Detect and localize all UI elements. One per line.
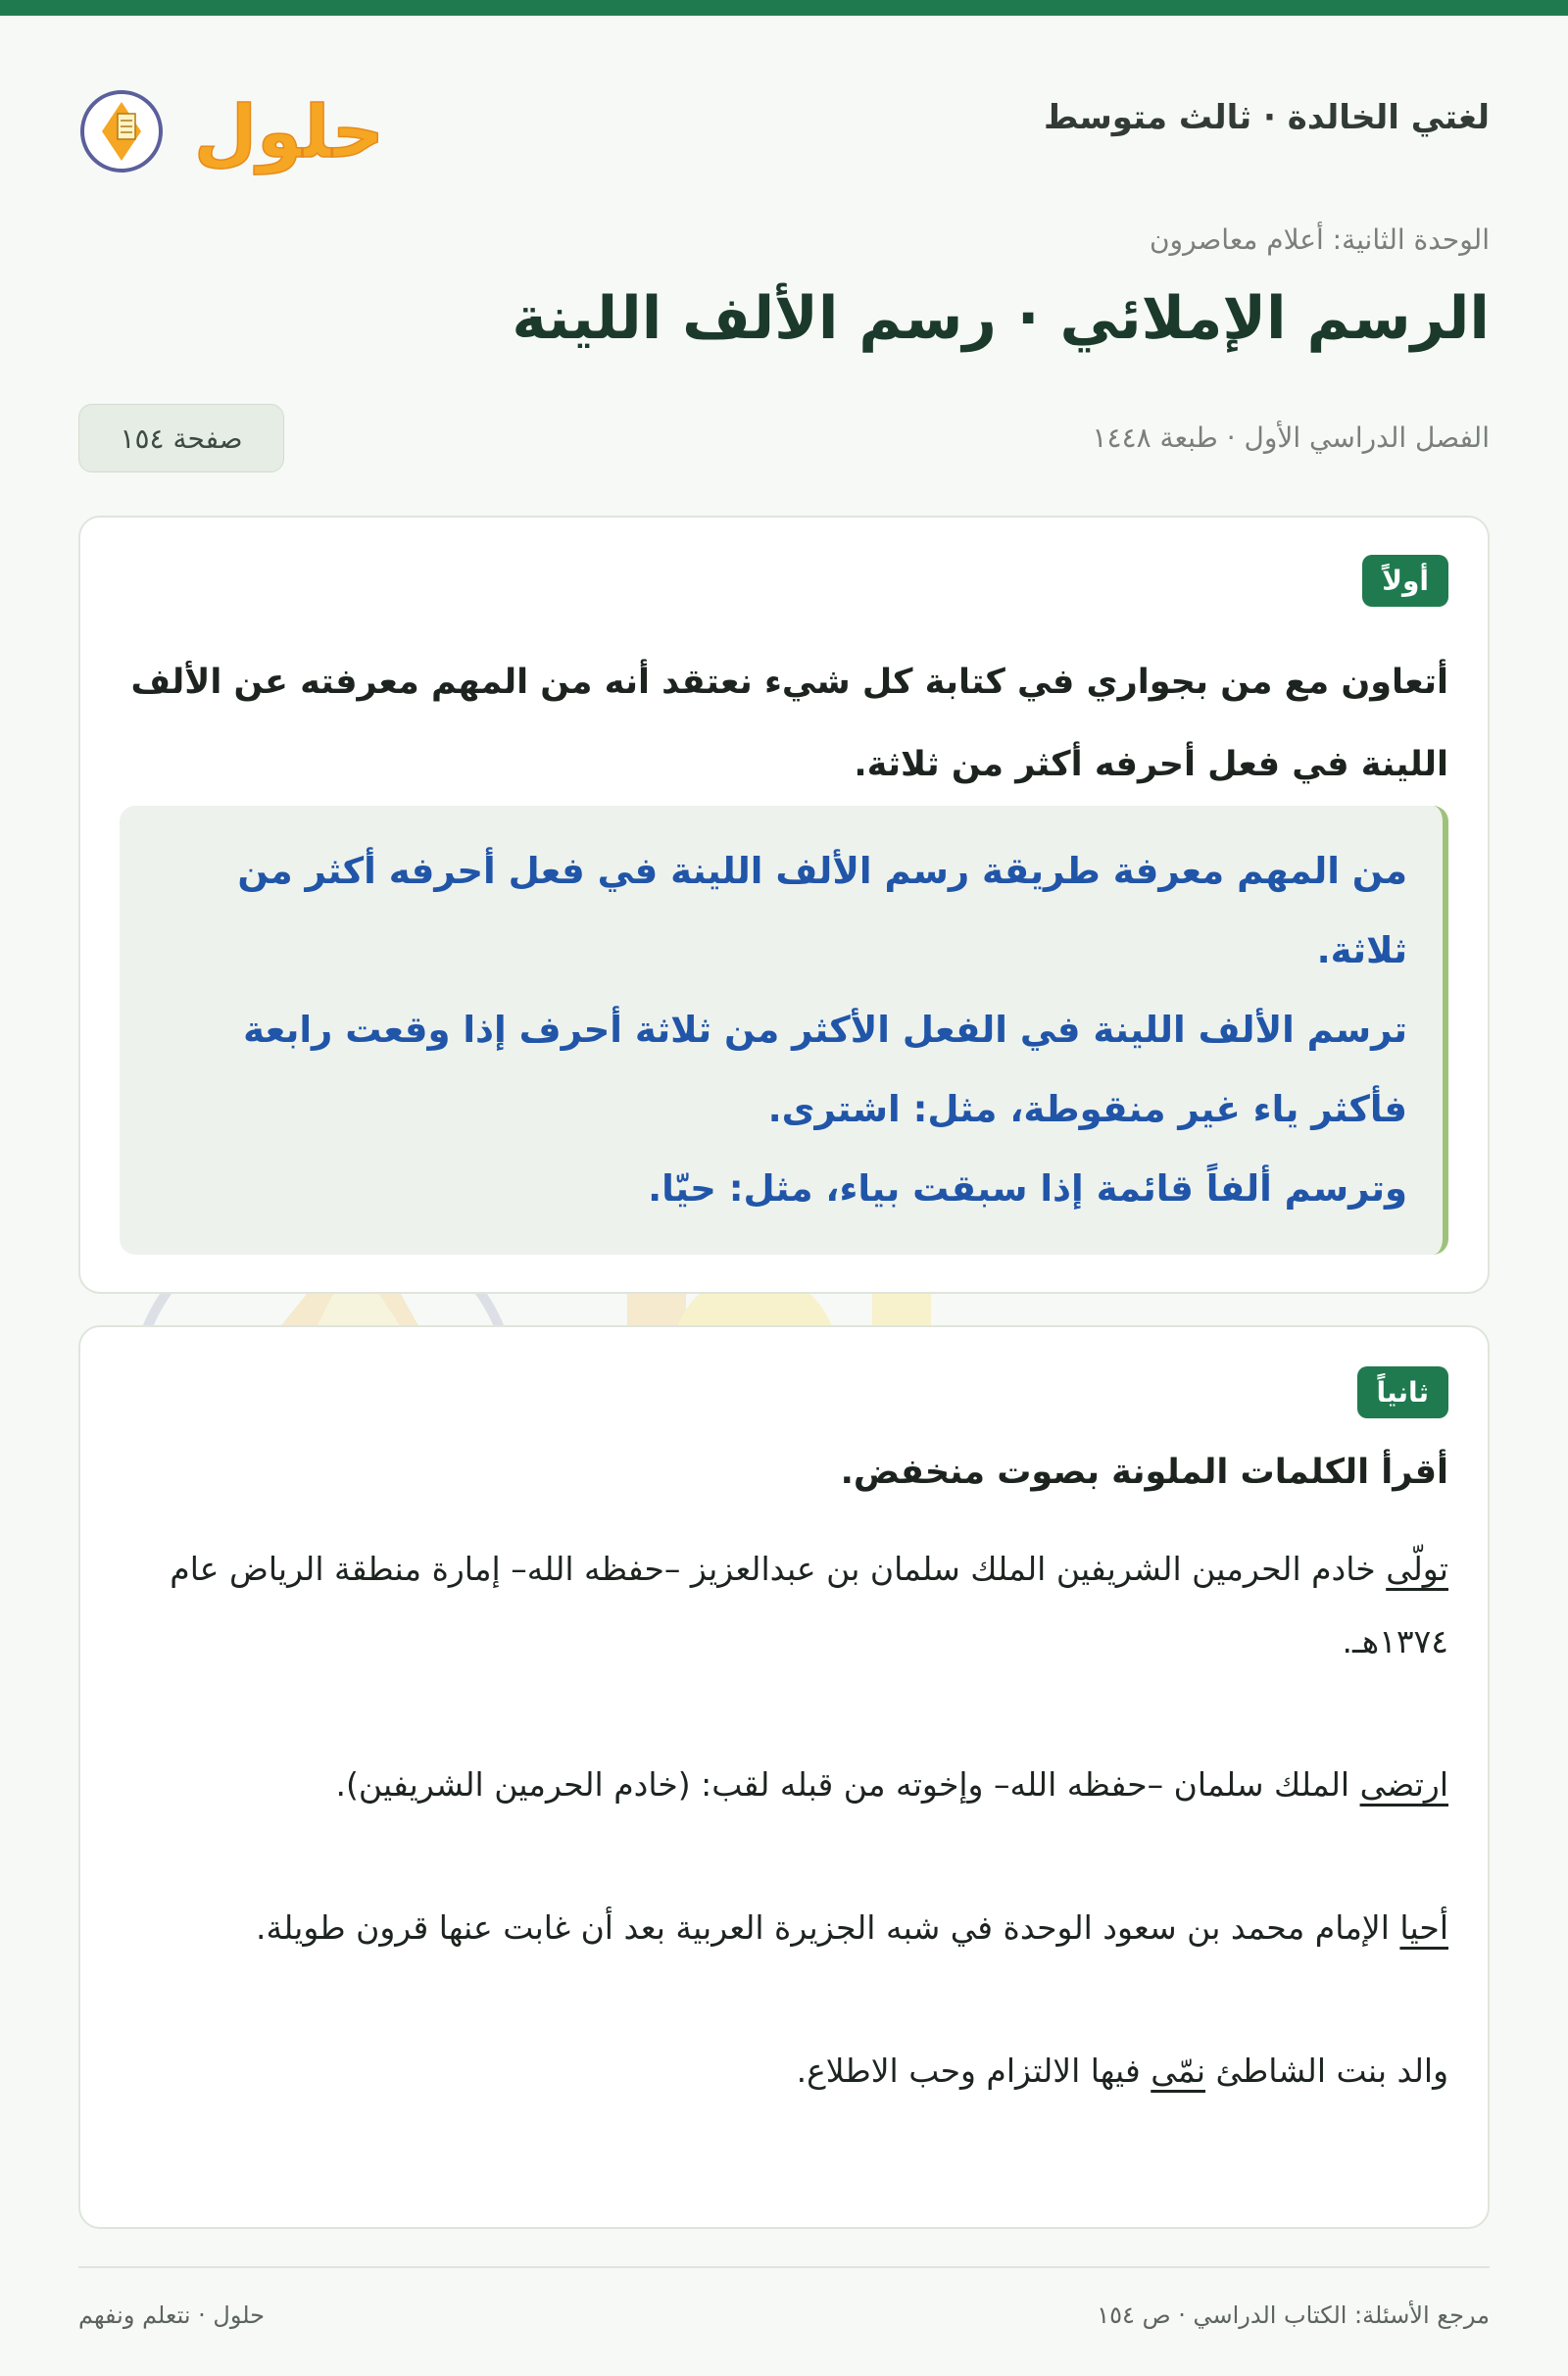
answer-line: من المهم معرفة طريقة رسم الألف اللينة في فعل أحرفه أكثر من ثلاثة. — [237, 850, 1407, 971]
footer-reference: مرجع الأسئلة: الكتاب الدراسي · ص ١٥٤ — [1097, 2302, 1490, 2329]
footer-tagline: حلول · نتعلم ونفهم — [78, 2302, 265, 2329]
answer-line: وترسم ألفاً قائمة إذا سبقت بياء، مثل: حيّا. — [648, 1167, 1407, 1210]
sentence-rest: فيها الالتزام وحب الاطلاع. — [796, 2052, 1152, 2090]
top-accent-bar — [0, 0, 1568, 16]
unit-label: الوحدة الثانية: أعلام معاصرون — [1149, 223, 1490, 256]
sentence-item — [120, 1749, 1448, 1821]
sentence-item — [120, 1892, 1448, 1964]
sentence-item — [120, 2035, 1448, 2107]
highlighted-word: تولّى — [1386, 1550, 1448, 1588]
brand-logo[interactable] — [78, 67, 385, 176]
page-header — [78, 49, 1490, 196]
sentence-before: والد بنت الشاطئ — [1205, 2052, 1448, 2090]
section-badge-1: أولاً — [1362, 555, 1448, 607]
section-badge-2: ثانياً — [1357, 1366, 1448, 1418]
question-1-text: أتعاون مع من بجواري في كتابة كل شيء نعتقد أنه من المهم معرفته عن الألف اللينة في فعل أحرفه أكثر من ثلاثة. — [130, 663, 1448, 784]
question-card-2 — [78, 1325, 1490, 2229]
footer-divider — [78, 2266, 1490, 2268]
sentence-item — [120, 1533, 1448, 1678]
sentence-rest: خادم الحرمين الشريفين الملك سلمان بن عبدالعزيز –حفظه الله– إمارة منطقة الرياض عام ١٣٧٤هـ. — [170, 1550, 1448, 1660]
logo-text: حلول — [193, 90, 385, 174]
highlighted-word: نمّى — [1151, 2052, 1206, 2090]
edition-label: الفصل الدراسي الأول · طبعة ١٤٤٨ — [1092, 421, 1490, 454]
subject-grade: لغتي الخالدة · ثالث متوسط — [1043, 98, 1490, 137]
highlighted-word: أحيا — [1399, 1908, 1448, 1947]
sentence-rest: الملك سلمان –حفظه الله– وإخوته من قبله لقب: (خادم الحرمين الشريفين). — [335, 1765, 1360, 1804]
question-card-1 — [78, 516, 1490, 1294]
highlighted-word: ارتضى — [1359, 1765, 1448, 1804]
page-number-badge: صفحة ١٥٤ — [78, 404, 284, 472]
answer-box — [120, 806, 1448, 1255]
question-2-text: أقرأ الكلمات الملونة بصوت منخفض. — [840, 1453, 1448, 1492]
sentence-list — [120, 1533, 1448, 2107]
answer-line: ترسم الألف اللينة في الفعل الأكثر من ثلاثة أحرف إذا وقعت رابعة فأكثر ياء غير منقوطة، مثل: اشترى. — [243, 1009, 1407, 1130]
sentence-rest: الإمام محمد بن سعود الوحدة في شبه الجزيرة العربية بعد أن غابت عنها قرون طويلة. — [256, 1908, 1400, 1947]
page-title: الرسم الإملائي · رسم الألف اللينة — [512, 284, 1490, 353]
